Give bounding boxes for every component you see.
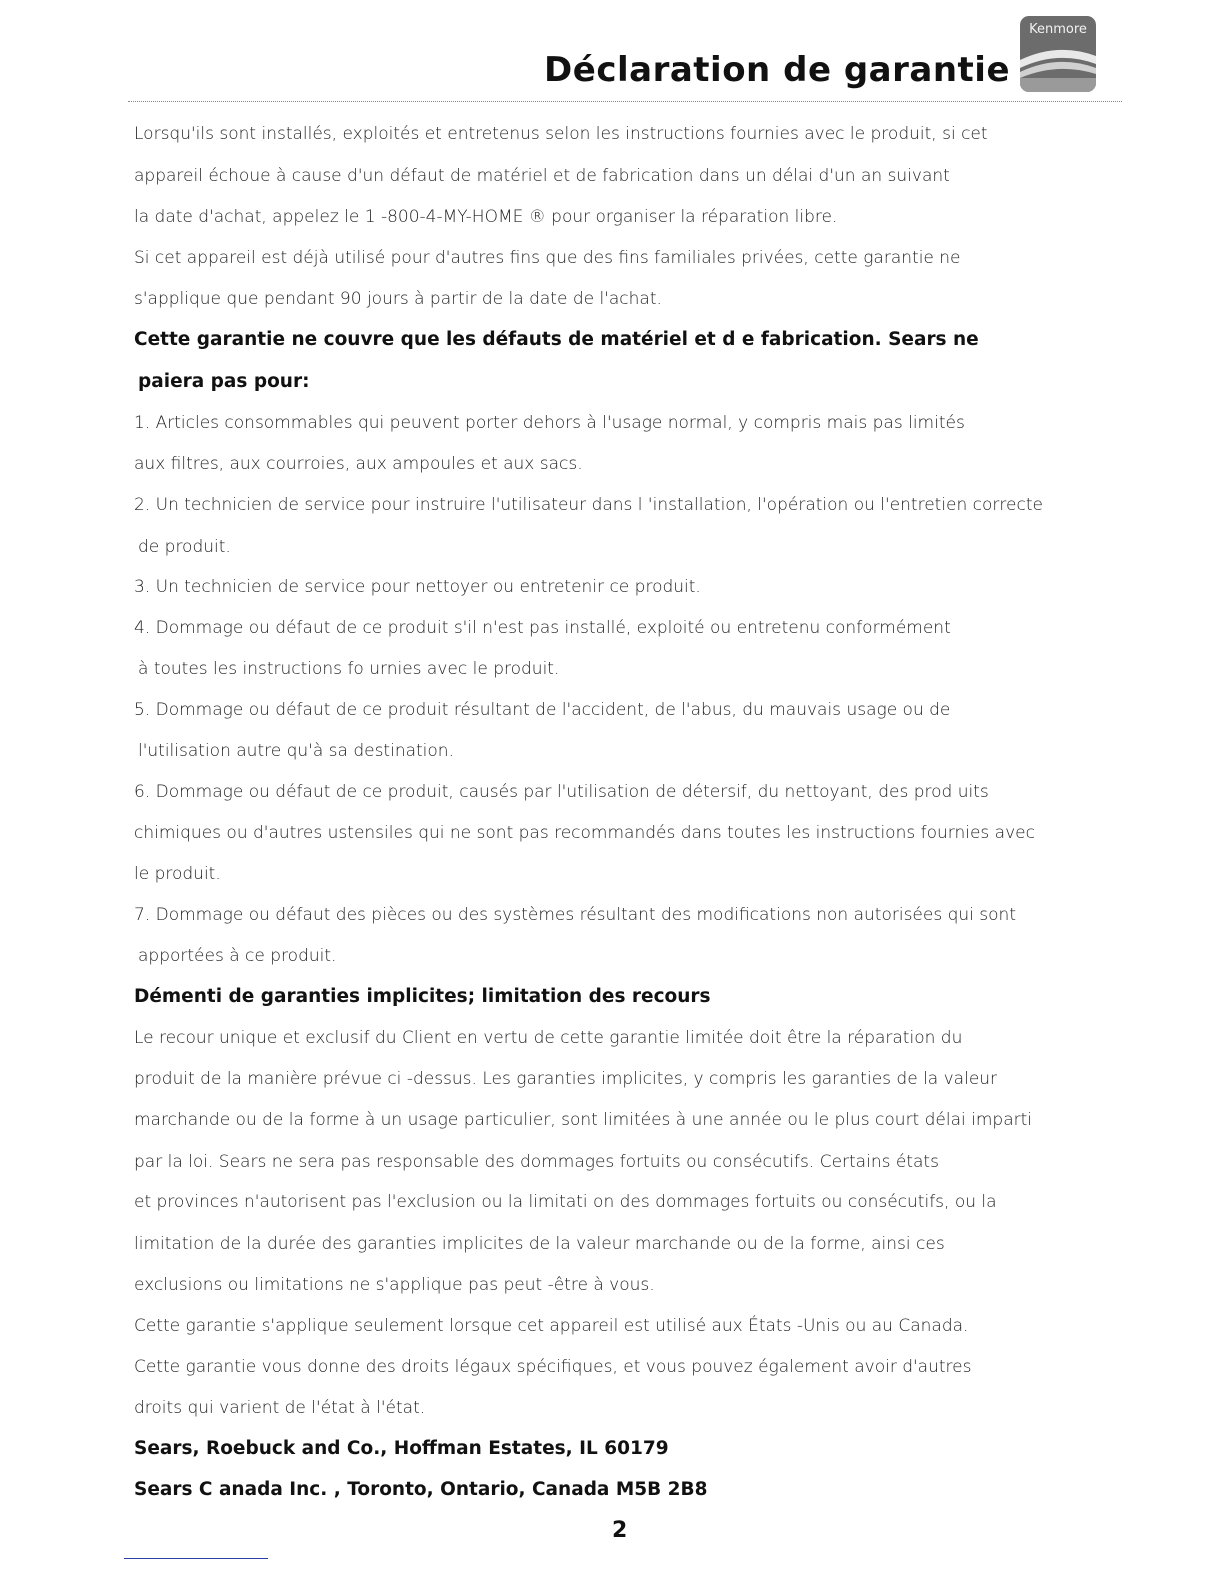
- text-line: produit de la manière prévue ci -dessus. Les garanties implicites, y compris les garanties de la valeur: [134, 1069, 998, 1089]
- list-item: 5. Dommage ou défaut de ce produit résultant de l'accident, de l'abus, du mauvais usage ou de: [134, 700, 951, 720]
- text-line: Cette garantie s'applique seulement lorsque cet appareil est utilisé aux États -Unis ou au Canada.: [134, 1316, 969, 1336]
- text-line: marchande ou de la forme à un usage particulier, sont limitées à une année ou le plus court délai imparti: [134, 1110, 1033, 1130]
- section-heading: Démenti de garanties implicites; limitation des recours: [134, 986, 711, 1007]
- text-line: droits qui varient de l'état à l'état.: [134, 1398, 426, 1418]
- page-title: Déclaration de garantie: [544, 50, 1010, 90]
- text-line: exclusions ou limitations ne s'applique pas peut -être à vous.: [134, 1275, 655, 1295]
- list-item: apportées à ce produit.: [138, 946, 337, 966]
- text-line: la date d'achat, appelez le 1 -800-4-MY-HOME ® pour organiser la réparation libre.: [134, 207, 838, 227]
- text-line: Lorsqu'ils sont installés, exploités et entretenus selon les instructions fournies avec le produit, si cet: [134, 124, 988, 144]
- text-line: s'applique que pendant 90 jours à partir de la date de l'achat.: [134, 289, 662, 309]
- page-number: 2: [612, 1518, 628, 1543]
- section-heading: Cette garantie ne couvre que les défauts de matériel et d e fabrication. Sears ne: [134, 329, 979, 350]
- list-item: chimiques ou d'autres ustensiles qui ne sont pas recommandés dans toutes les instructions fournies avec: [134, 823, 1035, 843]
- list-item: 2. Un technicien de service pour instruire l'utilisateur dans l 'installation, l'opération ou l'entretien correcte: [134, 495, 1043, 515]
- list-item: 1. Articles consommables qui peuvent porter dehors à l'usage normal, y compris mais pas limités: [134, 413, 965, 433]
- list-item: l'utilisation autre qu'à sa destination.: [138, 741, 454, 761]
- list-item: 3. Un technicien de service pour nettoyer ou entretenir ce produit.: [134, 577, 701, 597]
- footer-divider: [124, 1558, 268, 1559]
- text-line: Cette garantie vous donne des droits légaux spécifiques, et vous pouvez également avoir d'autres: [134, 1357, 972, 1377]
- list-item: aux filtres, aux courroies, aux ampoules et aux sacs.: [134, 454, 583, 474]
- text-line: par la loi. Sears ne sera pas responsable des dommages fortuits ou consécutifs. Certains états: [134, 1152, 939, 1172]
- text-line: limitation de la durée des garanties implicites de la valeur marchande ou de la forme, ainsi ces: [134, 1234, 945, 1254]
- list-item: le produit.: [134, 864, 221, 884]
- company-address-canada: Sears C anada Inc. , Toronto, Ontario, Canada M5B 2B8: [134, 1479, 708, 1500]
- list-item: 4. Dommage ou défaut de ce produit s'il n'est pas installé, exploité ou entretenu conformément: [134, 618, 951, 638]
- logo-swoosh-icon: [1020, 16, 1096, 92]
- list-item: de produit.: [138, 537, 231, 557]
- text-line: appareil échoue à cause d'un défaut de matériel et de fabrication dans un délai d'un an suivant: [134, 166, 950, 186]
- company-address-us: Sears, Roebuck and Co., Hoffman Estates, IL 60179: [134, 1438, 669, 1459]
- list-item: 6. Dommage ou défaut de ce produit, causés par l'utilisation de détersif, du nettoyant, des prod uits: [134, 782, 989, 802]
- text-line: et provinces n'autorisent pas l'exclusion ou la limitati on des dommages fortuits ou consécutifs, ou la: [134, 1192, 997, 1212]
- list-item: à toutes les instructions fo urnies avec le produit.: [138, 659, 560, 679]
- section-heading: paiera pas pour:: [138, 371, 310, 392]
- text-line: Le recour unique et exclusif du Client en vertu de cette garantie limitée doit être la réparation du: [134, 1028, 963, 1048]
- text-line: Si cet appareil est déjà utilisé pour d'autres fins que des fins familiales privées, cette garantie ne: [134, 248, 961, 268]
- kenmore-logo: [1020, 16, 1096, 92]
- list-item: 7. Dommage ou défaut des pièces ou des systèmes résultant des modifications non autorisées qui sont: [134, 905, 1016, 925]
- logo-text: Kenmore: [1029, 22, 1087, 37]
- header-divider: [128, 101, 1122, 102]
